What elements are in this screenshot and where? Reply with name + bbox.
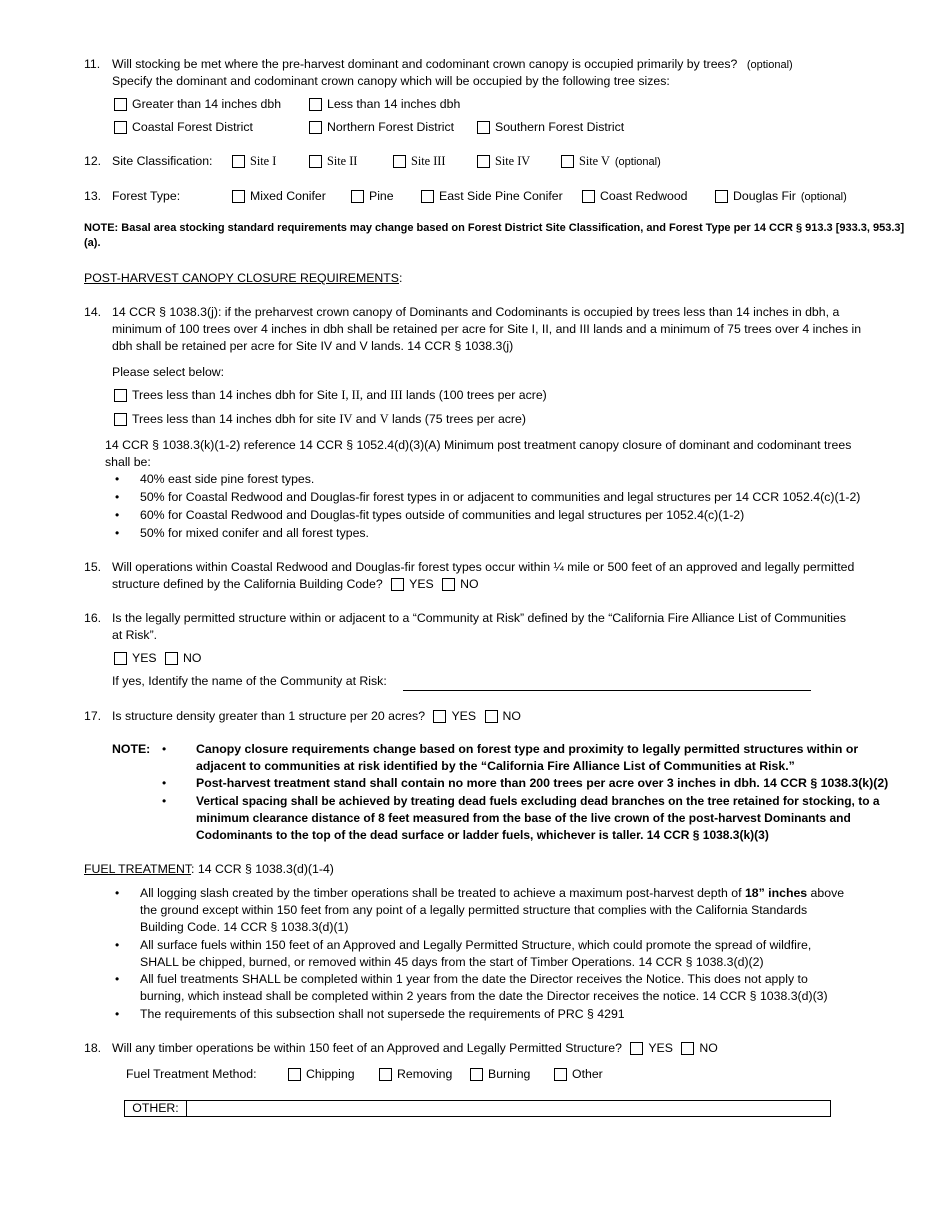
note2-bullet-2: Post-harvest treatment stand shall contain no more than 200 trees per acre over 3 inches in dbh. 14 CCR § 1038.3(k)(2) xyxy=(196,776,889,790)
q13-opt-label: Douglas Fir xyxy=(733,189,796,203)
q12-opt-label: Site III xyxy=(411,154,446,168)
q18-question xyxy=(112,1041,718,1055)
other-method-field[interactable] xyxy=(191,1101,826,1116)
q14-text-2: minimum of 100 trees over 4 inches in dbh shall be retained per acre for Site I, II, and III lands and a minimum of 75 trees over 4 inches in xyxy=(112,322,862,336)
q18-number: 18. xyxy=(84,1041,102,1055)
q17-question xyxy=(112,709,521,723)
q14-text-1: 14 CCR § 1038.3(j): if the preharvest crown canopy of Dominants and Codominants is occupied by trees less than 14 inches in dbh, a xyxy=(112,305,840,319)
q13-opt-east-side[interactable] xyxy=(421,189,563,203)
bullet-icon: • xyxy=(115,508,120,522)
q16-number: 16. xyxy=(84,611,102,625)
checkbox[interactable] xyxy=(582,190,595,203)
q11-number: 11. xyxy=(84,57,101,71)
canopy-section-heading xyxy=(84,271,402,285)
q18-yes[interactable]: YES xyxy=(630,1041,673,1055)
q11-opt-northern[interactable] xyxy=(309,120,454,134)
q13-opt-mixed-conifer[interactable] xyxy=(232,189,326,203)
note2-bullet-3-cont: minimum clearance distance of 8 feet measured from the base of the live crown of the post-harvest Dominants and xyxy=(196,811,851,825)
q13-opt-label: East Side Pine Conifer xyxy=(439,189,563,203)
q16-ifyes-label: If yes, Identify the name of the Community at Risk: xyxy=(112,674,387,688)
other-method-box xyxy=(124,1100,831,1117)
fuel-section-heading xyxy=(84,862,334,876)
q12-opt-label: Site I xyxy=(250,154,277,168)
q12-opt-site-3[interactable] xyxy=(393,154,446,169)
fuel-bullet-3-cont: burning, which instead shall be completed within 2 years from the date the Director receives the notice. 14 CCR § 1038.3(d)(3) xyxy=(140,989,828,1003)
q13-label: Forest Type: xyxy=(112,189,181,203)
fuel-bullet-1-cont: Building Code. 14 CCR § 1038.3(d)(1) xyxy=(140,920,349,934)
q11-opt-greater-14[interactable] xyxy=(114,97,281,111)
checkbox[interactable] xyxy=(393,155,406,168)
fuel-bullet-4: The requirements of this subsection shall not supersede the requirements of PRC § 4291 xyxy=(140,1007,625,1021)
q16-answers xyxy=(114,651,201,665)
canopy-heading-colon: : xyxy=(399,271,403,285)
q17-text: Is structure density greater than 1 structure per 20 acres? xyxy=(112,709,426,723)
q15-text-1: Will operations within Coastal Redwood and Douglas-fir forest types occur within ¼ mile or 500 feet of an approved and legally permitted xyxy=(112,560,855,574)
checkbox[interactable] xyxy=(114,121,127,134)
q11-opt-less-14[interactable] xyxy=(309,97,460,111)
q12-opt-label: Site IV xyxy=(495,154,531,168)
q13-opt-label: Pine xyxy=(369,189,394,203)
bullet-icon: • xyxy=(115,938,120,952)
q11-opt-label: Less than 14 inches dbh xyxy=(327,97,461,111)
note2-bullet-1-cont: adjacent to communities at risk identified by the “California Fire Alliance List of Communities at Risk.” xyxy=(196,759,795,773)
q17-no[interactable]: NO xyxy=(485,709,521,723)
fuel-bullet-2: All surface fuels within 150 feet of an Approved and Legally Permitted Structure, which could promote the spread of wildfire, xyxy=(140,938,812,952)
q15-number: 15. xyxy=(84,560,102,574)
q11-opt-label: Coastal Forest District xyxy=(132,120,253,134)
checkbox[interactable] xyxy=(379,1068,392,1081)
q12-opt-label: Site V xyxy=(579,154,610,168)
checkbox[interactable] xyxy=(561,155,574,168)
q17-number: 17. xyxy=(84,709,102,723)
checkbox[interactable] xyxy=(630,1042,643,1055)
q16-no[interactable]: NO xyxy=(165,651,201,665)
fuel-bullet-1-cont: the ground except within 150 feet from any point of a legally permitted structure that complies with the California Standards xyxy=(140,903,808,917)
q11-question xyxy=(112,57,793,71)
checkbox[interactable] xyxy=(309,98,322,111)
checkbox[interactable] xyxy=(442,578,455,591)
q11-opt-southern[interactable] xyxy=(477,120,624,134)
q13-opt-pine[interactable] xyxy=(351,189,394,203)
q12-opt-site-5[interactable] xyxy=(561,154,661,169)
checkbox[interactable] xyxy=(681,1042,694,1055)
canopy-bullet-item: 50% for Coastal Redwood and Douglas-fir forest types in or adjacent to communities and legal structures per 14 CCR 1052.4(c)(1-2) xyxy=(140,490,861,504)
q13-opt-douglas-fir[interactable] xyxy=(715,189,847,203)
q12-opt-site-4[interactable] xyxy=(477,154,530,169)
checkbox[interactable] xyxy=(477,121,490,134)
q15-yes[interactable]: YES xyxy=(391,577,434,591)
checkbox[interactable] xyxy=(114,98,127,111)
q16-text-1: Is the legally permitted structure within or adjacent to a “Community at Risk” defined by the “California Fire Alliance List of Communities xyxy=(112,611,847,625)
method-removing[interactable] xyxy=(379,1067,452,1081)
q12-number: 12. xyxy=(84,154,102,168)
basal-area-note: NOTE: Basal area stocking standard requirements may change based on Forest District Site Classification, and Forest Type per 14 CCR § 913.3 [933.3, 953.3] xyxy=(84,222,905,234)
q12-optional: (optional) xyxy=(614,156,661,168)
method-other[interactable] xyxy=(554,1067,603,1081)
q14-opt-100-trees[interactable] xyxy=(114,388,547,403)
fuel-bullet-3: All fuel treatments SHALL be completed within 1 year from the date the Director receives the Notice. This does not apply to xyxy=(140,972,808,986)
q12-opt-site-1[interactable] xyxy=(232,154,276,169)
fuel-bullet-2-cont: SHALL be chipped, burned, or removed within 45 days from the start of Timber Operations. 14 CCR § 1038.3(d)(2) xyxy=(140,955,764,969)
q11-opt-label: Northern Forest District xyxy=(327,120,455,134)
q14-number: 14. xyxy=(84,305,102,319)
checkbox[interactable] xyxy=(715,190,728,203)
q18-text: Will any timber operations be within 150 feet of an Approved and Legally Permitted Structure? xyxy=(112,1041,622,1055)
method-label: Removing xyxy=(397,1067,453,1081)
checkbox[interactable] xyxy=(232,190,245,203)
bullet-icon: • xyxy=(115,526,120,540)
checkbox[interactable] xyxy=(433,710,446,723)
q14-select-prompt: Please select below: xyxy=(112,365,225,379)
q14-text-3: dbh shall be retained per acre for Site IV and V lands. 14 CCR § 1038.3(j) xyxy=(112,339,514,353)
bullet-icon: • xyxy=(115,472,120,486)
bullet-icon: • xyxy=(115,1007,120,1021)
q15-no[interactable]: NO xyxy=(442,577,478,591)
q16-text-2: at Risk”. xyxy=(112,628,158,642)
checkbox[interactable] xyxy=(485,710,498,723)
fuel-heading-rest: : 14 CCR § 1038.3(d)(1-4) xyxy=(191,862,334,876)
q13-number: 13. xyxy=(84,189,102,203)
canopy-heading-text: POST-HARVEST CANOPY CLOSURE REQUIREMENTS xyxy=(84,271,400,285)
checkbox[interactable] xyxy=(114,652,127,665)
q14-reference-2: shall be: xyxy=(105,455,151,469)
other-label: OTHER: xyxy=(125,1101,187,1116)
checkbox[interactable] xyxy=(114,389,127,402)
bullet-icon: • xyxy=(115,886,120,900)
q15-text-2-label: structure defined by the California Building Code? xyxy=(112,577,383,591)
checkbox[interactable] xyxy=(477,155,490,168)
checkbox[interactable] xyxy=(351,190,364,203)
method-label: Other xyxy=(572,1067,603,1081)
q13-opt-label: Mixed Conifer xyxy=(250,189,326,203)
method-burning[interactable] xyxy=(470,1067,530,1081)
canopy-bullet-item: 40% east side pine forest types. xyxy=(140,472,315,486)
note2-label: NOTE: xyxy=(112,742,151,756)
q14-reference-1: 14 CCR § 1038.3(k)(1-2) reference 14 CCR § 1052.4(d)(3)(A) Minimum post treatment canopy closure of dominant and codominant trees xyxy=(105,438,852,452)
q15-text-2 xyxy=(112,577,479,591)
q13-opt-coast-redwood[interactable] xyxy=(582,189,688,203)
q13-optional: (optional) xyxy=(800,191,847,203)
checkbox[interactable] xyxy=(165,652,178,665)
community-name-field[interactable] xyxy=(403,674,811,691)
q16-yes[interactable]: YES xyxy=(114,651,157,665)
q12-opt-label: Site II xyxy=(327,154,358,168)
bullet-icon: • xyxy=(162,794,167,808)
fuel-bullet-1: All logging slash created by the timber operations shall be treated to achieve a maximum post-harvest depth of 18” inches above xyxy=(140,886,845,900)
bullet-icon: • xyxy=(162,742,167,756)
checkbox[interactable] xyxy=(554,1068,567,1081)
canopy-bullet-item: 60% for Coastal Redwood and Douglas-fit types outside of communities and legal structures per 1052.4(c)(1-2) xyxy=(140,508,745,522)
q17-yes[interactable]: YES xyxy=(433,709,476,723)
q11-opt-label: Greater than 14 inches dbh xyxy=(132,97,282,111)
q11-opt-label: Southern Forest District xyxy=(495,120,625,134)
bullet-icon: • xyxy=(115,972,120,986)
q14-opt-75-trees[interactable] xyxy=(114,412,526,427)
q12-label: Site Classification: xyxy=(112,154,213,168)
checkbox[interactable] xyxy=(232,155,245,168)
q12-opt-site-2[interactable] xyxy=(309,154,357,169)
note2-bullet-3: Vertical spacing shall be achieved by treating dead fuels excluding dead branches on the tree retained for stocking, to a xyxy=(196,794,880,808)
bullet-icon: • xyxy=(162,776,167,790)
q18-no[interactable]: NO xyxy=(681,1041,717,1055)
checkbox[interactable] xyxy=(288,1068,301,1081)
canopy-bullet-item: 50% for mixed conifer and all forest types. xyxy=(140,526,369,540)
q11-text: Will stocking be met where the pre-harvest dominant and codominant crown canopy is occupied primarily by trees? xyxy=(112,57,738,71)
fuel-heading-text: FUEL TREATMENT xyxy=(84,862,192,876)
checkbox[interactable] xyxy=(309,155,322,168)
method-label: Chipping xyxy=(306,1067,355,1081)
q11-optional: (optional) xyxy=(746,59,793,71)
q13-opt-label: Coast Redwood xyxy=(600,189,688,203)
bullet-icon: • xyxy=(115,490,120,504)
basal-area-note-cont: (a). xyxy=(84,237,101,249)
method-chipping[interactable] xyxy=(288,1067,355,1081)
q11-instructions: Specify the dominant and codominant crown canopy which will be occupied by the following tree sizes: xyxy=(112,74,670,88)
checkbox[interactable] xyxy=(421,190,434,203)
checkbox[interactable] xyxy=(470,1068,483,1081)
q14-opt-label: Trees less than 14 inches dbh for Site I, II, and III lands (100 trees per acre) xyxy=(132,388,547,402)
q14-opt-label: Trees less than 14 inches dbh for site IV and V lands (75 trees per acre) xyxy=(132,412,526,426)
checkbox[interactable] xyxy=(114,413,127,426)
method-label: Burning xyxy=(488,1067,531,1081)
checkbox[interactable] xyxy=(309,121,322,134)
checkbox[interactable] xyxy=(391,578,404,591)
note2-bullet-3-cont: Codominants to the top of the dead surface or ladder fuels, whichever is taller. 14 CCR § 1038.3(k)(3) xyxy=(196,828,769,842)
q11-opt-coastal[interactable] xyxy=(114,120,253,134)
fuel-method-label: Fuel Treatment Method: xyxy=(126,1067,257,1081)
note2-bullet-1: Canopy closure requirements change based on forest type and proximity to legally permitted structures within or xyxy=(196,742,859,756)
